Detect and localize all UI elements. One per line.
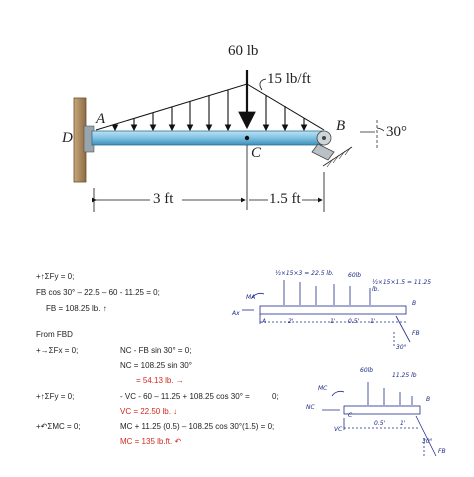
sketch1-angle: 30° bbox=[396, 344, 407, 351]
dim-right-label: 1.5 ft bbox=[269, 191, 301, 207]
dim-left-label: 3 ft bbox=[153, 191, 174, 207]
eq5-label: +↑ΣFy = 0; bbox=[36, 392, 75, 401]
load-leader bbox=[260, 79, 266, 90]
load-envelope bbox=[96, 84, 324, 130]
label-c: C bbox=[251, 145, 262, 161]
label-b: B bbox=[336, 118, 346, 134]
angle-marker bbox=[360, 120, 384, 150]
point-load-label: 60 lb bbox=[228, 43, 259, 59]
eq2: FB cos 30° – 22.5 – 60 - 11.25 = 0; bbox=[36, 288, 160, 297]
sketch2-b: B bbox=[426, 396, 431, 403]
sketch1-a: A bbox=[262, 318, 267, 325]
pin-support bbox=[312, 131, 352, 167]
sketch1-d3: 0.5' bbox=[348, 318, 360, 325]
sketch2-c: C bbox=[348, 412, 353, 419]
distributed-load-label: 15 lb/ft bbox=[267, 71, 311, 87]
sketch1-d1: 2' bbox=[288, 318, 294, 325]
beam bbox=[92, 131, 324, 145]
from-fbd: From FBD bbox=[36, 330, 73, 339]
sketch1-fb: FB bbox=[412, 330, 420, 337]
eq5-result: VC = 22.50 lb. ↓ bbox=[120, 407, 178, 416]
sketch2-d1: 0.5' bbox=[374, 420, 386, 427]
sketch2-fb: FB bbox=[438, 448, 446, 455]
sketch2-vc: VC bbox=[334, 426, 343, 433]
eq6-result: MC = 135 lb.ft. ↶ bbox=[120, 437, 182, 446]
sketch1-d4: 1' bbox=[370, 318, 376, 325]
sketch2-d2: 1' bbox=[400, 420, 406, 427]
label-a: A bbox=[96, 111, 106, 127]
eq1: +↑ΣFy = 0; bbox=[36, 272, 75, 281]
eq5-a: - VC - 60 – 11.25 + 108.25 cos 30° = bbox=[120, 392, 250, 401]
eq4-label: +→ΣFx = 0; bbox=[36, 346, 79, 355]
sketch1-ma: MA bbox=[246, 294, 256, 301]
sketch1-d2: 1' bbox=[330, 318, 336, 325]
eq4-b: NC = 108.25 sin 30° bbox=[120, 361, 192, 370]
sketch2-nc: NC bbox=[306, 404, 315, 411]
sketch2-mc: MC bbox=[318, 385, 328, 392]
sketch1-ax: Ax bbox=[232, 310, 240, 317]
sketch1-point-label: 60lb bbox=[348, 272, 362, 279]
fbd-sketch-section bbox=[300, 368, 460, 468]
angle-label: 30° bbox=[386, 124, 407, 140]
eq3: FB = 108.25 lb. ↑ bbox=[46, 304, 107, 313]
eq6-label: +↶ΣMC = 0; bbox=[36, 422, 81, 431]
eq5-zero: 0; bbox=[272, 392, 279, 401]
sketch2-angle: 30° bbox=[422, 438, 433, 445]
label-d: D bbox=[62, 130, 73, 146]
sketch1-b: B bbox=[412, 300, 417, 307]
eq6-a: MC + 11.25 (0.5) – 108.25 cos 30°(1.5) = 0; bbox=[120, 422, 275, 431]
eq4-a: NC - FB sin 30° = 0; bbox=[120, 346, 192, 355]
sketch2-tri-label: 11.25 lb bbox=[392, 372, 417, 379]
sketch2-point-label: 60lb bbox=[360, 367, 374, 374]
point-c bbox=[245, 136, 249, 140]
sketch1-tri-label: ½×15×1.5 = 11.25 lb. bbox=[372, 279, 432, 293]
beam-diagram bbox=[0, 0, 474, 230]
sketch1-dist-label: ½×15×3 = 22.5 lb. bbox=[275, 270, 334, 277]
load-arrows bbox=[115, 90, 304, 130]
eq4-result: = 54.13 lb. → bbox=[136, 376, 184, 385]
